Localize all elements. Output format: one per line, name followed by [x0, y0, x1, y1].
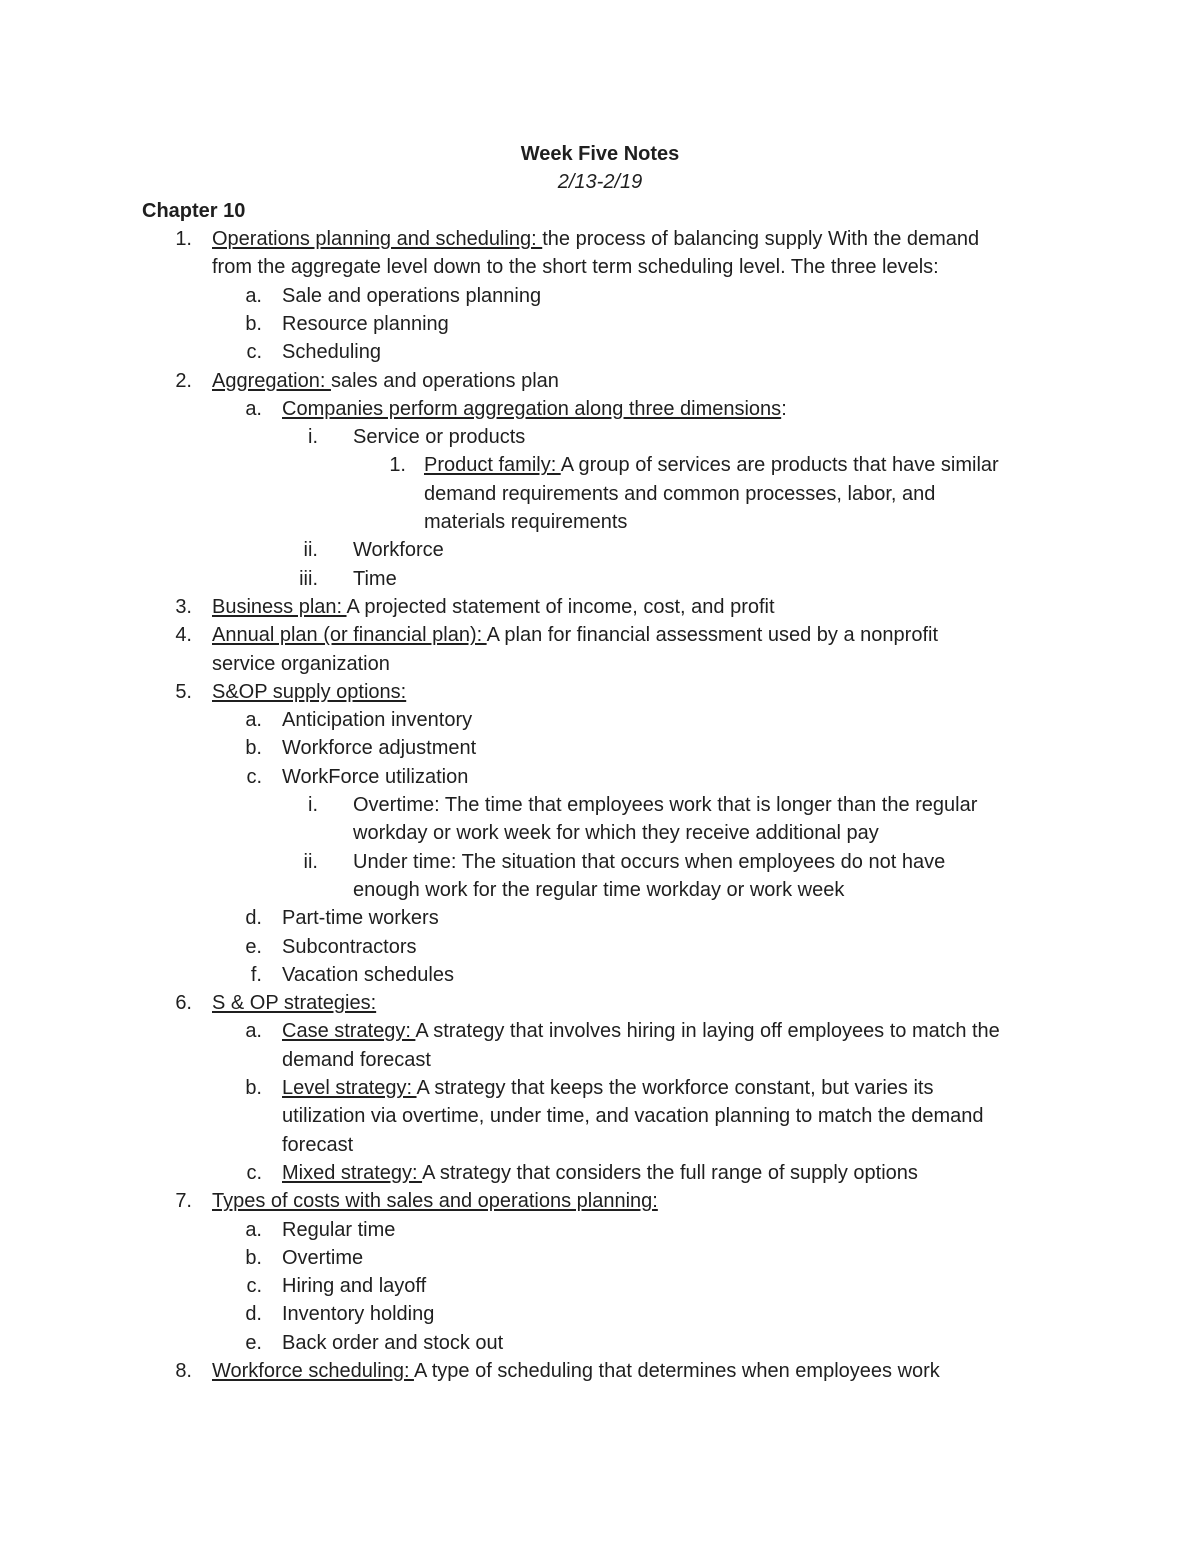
- list-marker: ii.: [303, 850, 318, 873]
- list-marker: a.: [245, 397, 262, 420]
- item-text: Inventory holding: [282, 1303, 435, 1326]
- list-item-text: [212, 679, 406, 705]
- item-text: A strategy that involves hiring in laying off employees to match the: [415, 1020, 1000, 1043]
- list-item-text: [212, 1188, 658, 1214]
- list-item-text: [212, 1358, 940, 1384]
- list-item-text: [282, 1217, 395, 1243]
- list-marker: b.: [245, 1246, 262, 1269]
- list-item-text: [282, 396, 787, 422]
- term-label: Operations planning and scheduling:: [212, 228, 543, 250]
- list-marker: i.: [308, 794, 318, 816]
- list-marker: e.: [245, 1331, 262, 1354]
- list-marker: f.: [250, 963, 262, 986]
- list-item-text: [424, 452, 999, 478]
- item-text: Part-time workers: [282, 907, 439, 930]
- item-text: Service or products: [353, 426, 526, 449]
- item-text: Workforce adjustment: [282, 737, 477, 760]
- list-item-continuation: materials requirements: [424, 511, 628, 533]
- list-marker: 7.: [175, 1190, 192, 1213]
- term-label: Annual plan (or financial plan):: [212, 624, 487, 647]
- list-marker: a.: [245, 284, 262, 307]
- list-marker: a.: [245, 709, 262, 732]
- list-marker: i.: [308, 426, 318, 449]
- item-text: the process of balancing supply With the demand: [542, 228, 980, 250]
- list-item-continuation: forecast: [282, 1133, 354, 1156]
- list-item-continuation: from the aggregate level down to the short term scheduling level. The three levels:: [212, 256, 939, 279]
- list-marker: 6.: [175, 992, 192, 1015]
- item-text: Hiring and layoff: [282, 1275, 427, 1298]
- list-marker: 2.: [175, 369, 192, 392]
- term-label: S&OP supply options:: [212, 680, 407, 703]
- item-text: A type of scheduling that determines when employees work: [413, 1360, 940, 1382]
- list-marker: 8.: [175, 1360, 192, 1382]
- term-label: S & OP strategies:: [212, 992, 377, 1015]
- list-item-continuation: service organization: [212, 652, 390, 675]
- list-item-text: [212, 622, 938, 648]
- item-text: Regular time: [282, 1218, 396, 1241]
- list-item-text: [282, 1018, 1000, 1044]
- list-item-text: [282, 339, 381, 365]
- item-text: Overtime: [282, 1246, 364, 1269]
- item-text: sales and operations plan: [330, 369, 559, 392]
- term-label: Mixed strategy:: [282, 1161, 423, 1184]
- item-text: :: [781, 397, 787, 420]
- list-item-continuation: workday or work week for which they receive additional pay: [353, 822, 879, 845]
- item-text: Subcontractors: [282, 935, 417, 958]
- list-marker: 1.: [389, 454, 406, 477]
- list-marker: d.: [245, 907, 262, 930]
- item-text: Anticipation inventory: [282, 709, 473, 732]
- list-item-continuation: demand forecast: [282, 1048, 431, 1071]
- list-item-text: [282, 735, 476, 761]
- list-item-text: [282, 1301, 434, 1327]
- chapter-heading: Chapter 10: [142, 200, 246, 222]
- list-item-text: [282, 1160, 918, 1186]
- page-title: Week Five Notes: [520, 143, 680, 165]
- item-text: Back order and stock out: [282, 1331, 504, 1354]
- list-marker: ii.: [303, 539, 318, 562]
- list-marker: d.: [245, 1303, 262, 1326]
- item-text: A group of services are products that have similar: [560, 454, 999, 477]
- list-item-continuation: utilization via overtime, under time, and vacation planning to match the demand: [282, 1105, 984, 1128]
- item-text: Sale and operations planning: [282, 284, 542, 307]
- term-label: Types of costs with sales and operations planning:: [212, 1190, 658, 1213]
- list-item-text: [353, 537, 444, 563]
- list-item-text: [353, 849, 945, 875]
- list-item-text: [353, 792, 977, 818]
- list-marker: 5.: [175, 680, 192, 703]
- list-marker: a.: [245, 1020, 262, 1043]
- item-text: Workforce: [353, 539, 444, 562]
- list-marker: c.: [246, 765, 262, 788]
- list-item-continuation: demand requirements and common processes, labor, and: [424, 482, 936, 505]
- item-text: A strategy that keeps the workforce constant, but varies its: [416, 1077, 934, 1099]
- item-text: A plan for financial assessment used by a nonprofit: [486, 624, 939, 647]
- list-item-text: [282, 283, 541, 309]
- term-label: Workforce scheduling:: [212, 1360, 414, 1382]
- list-marker: c.: [246, 341, 262, 364]
- term-label: Aggregation:: [212, 369, 331, 392]
- list-marker: c.: [246, 1161, 262, 1184]
- list-item-text: [282, 764, 468, 790]
- item-text: Scheduling: [282, 341, 381, 364]
- item-text: A strategy that considers the full range of supply options: [422, 1161, 918, 1184]
- list-item-text: [212, 990, 376, 1016]
- list-item-text: [282, 934, 417, 960]
- list-item-text: [282, 1075, 933, 1101]
- list-item-text: [282, 1330, 503, 1356]
- list-item-text: [282, 707, 472, 733]
- list-marker: 4.: [175, 624, 192, 647]
- list-marker: b.: [245, 737, 262, 760]
- list-item-text: [212, 226, 979, 252]
- list-item-text: [282, 311, 449, 337]
- item-text: A projected statement of income, cost, and profit: [346, 595, 775, 618]
- term-label: Level strategy:: [282, 1077, 417, 1099]
- item-text: Time: [353, 567, 397, 590]
- item-text: Resource planning: [282, 312, 449, 335]
- item-text: Overtime: The time that employees work that is longer than the regular: [353, 794, 978, 816]
- term-label: Product family:: [424, 454, 561, 477]
- list-item-text: [282, 1245, 363, 1271]
- term-label: Case strategy:: [282, 1020, 416, 1043]
- list-item-text: [353, 424, 525, 450]
- list-item-text: [282, 962, 454, 988]
- list-marker: c.: [246, 1275, 262, 1298]
- term-label: Companies perform aggregation along three dimensions: [282, 397, 782, 420]
- list-item-text: [282, 1273, 426, 1299]
- list-item-text: [212, 594, 775, 620]
- item-text: WorkForce utilization: [282, 765, 469, 788]
- list-item-text: [282, 905, 439, 931]
- list-marker: 1.: [175, 228, 192, 250]
- list-item-continuation: enough work for the regular time workday or work week: [353, 878, 845, 901]
- list-item-text: [212, 368, 559, 394]
- list-marker: b.: [245, 1077, 262, 1099]
- date-range: 2/13-2/19: [557, 171, 643, 193]
- list-marker: a.: [245, 1218, 262, 1241]
- item-text: Vacation schedules: [282, 963, 454, 986]
- list-marker: b.: [245, 312, 262, 335]
- item-text: Under time: The situation that occurs when employees do not have: [353, 850, 946, 873]
- list-marker: 3.: [175, 595, 192, 618]
- list-marker: iii.: [299, 567, 318, 590]
- term-label: Business plan:: [212, 595, 347, 618]
- list-item-text: [353, 566, 397, 592]
- list-marker: e.: [245, 935, 262, 958]
